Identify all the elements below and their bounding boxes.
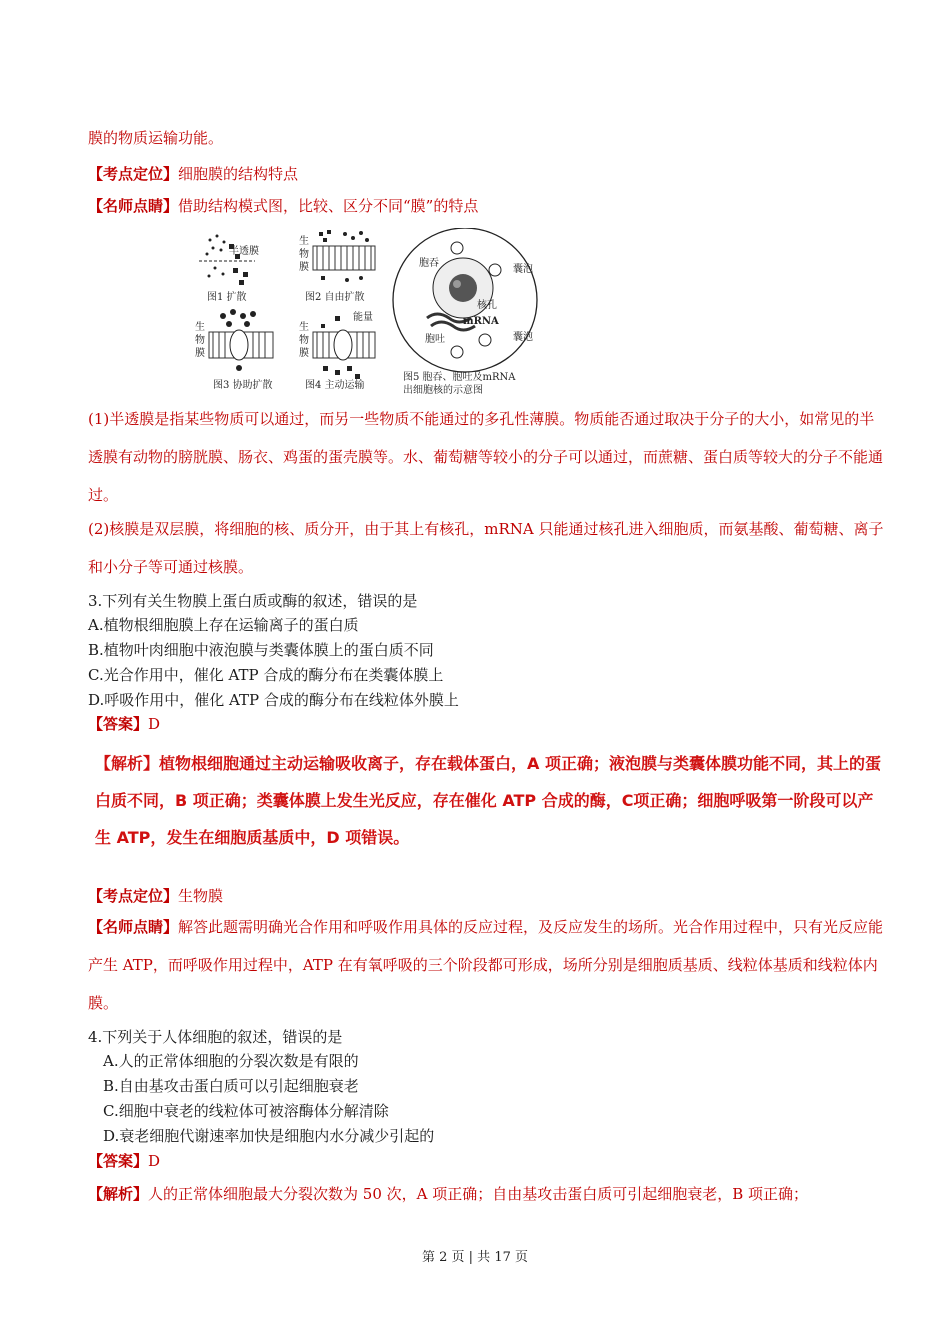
- kaodian-tag: 【考点定位】: [88, 887, 179, 905]
- label-baotu: 胞吐: [425, 334, 445, 345]
- caption-fig1: 图1 扩散: [207, 292, 247, 303]
- mingshi-text: 借助结构模式图，比较、区分不同“膜”的特点: [178, 197, 479, 215]
- fig1-diffusion: [199, 235, 259, 304]
- answer-value: D: [148, 1152, 161, 1170]
- q4-analysis: [88, 1183, 808, 1204]
- label-bio1-b: 物: [299, 249, 309, 260]
- q2-note1: (1)半透膜是指某些物质可以通过，而另一些物质不能通过的多孔性薄膜。物质能否通过取决于分子的大小，如常见的半透膜有动物的膀胱膜、肠衣、鸡蛋的蛋壳膜等。水、葡萄糖等较小的分子可以通过，而蔗糖、蛋白质等较大的分子不能通过。: [88, 410, 884, 504]
- kaodian-text: 细胞膜的结构特点: [178, 165, 299, 183]
- label-energy: 能量: [353, 312, 373, 323]
- label-baotun: 胞吞: [419, 258, 439, 269]
- kaodian-tag: 【考点定位】: [88, 165, 179, 183]
- caption-fig3: 图3 协助扩散: [213, 380, 273, 391]
- fig4-active-transport: [299, 310, 375, 391]
- q4-answer: [88, 1150, 160, 1171]
- intro-line: 膜的物质运输功能。: [88, 129, 224, 147]
- mingshi-tag: 【名师点睛】: [88, 197, 179, 215]
- caption-fig5-line1: 图5 胞吞、胞吐及mRNA: [403, 372, 516, 383]
- label-bio2-a: 生: [195, 322, 205, 333]
- q4-stem: 4.下列关于人体细胞的叙述，错误的是: [88, 1028, 343, 1046]
- q3-option-a: A.植物根细胞膜上存在运输离子的蛋白质: [88, 616, 359, 634]
- analysis-text: 人的正常体细胞最大分裂次数为 50 次，A 项正确；自由基攻击蛋白质可引起细胞衰老，B 项正确；: [148, 1185, 809, 1203]
- q3-answer: [88, 713, 160, 734]
- answer-tag: 【答案】: [88, 1152, 149, 1170]
- answer-value: D: [148, 715, 161, 733]
- label-nangpao1: 囊泡: [513, 264, 533, 275]
- q4-option-b: B.自由基攻击蛋白质可以引起细胞衰老: [103, 1077, 359, 1095]
- page-footer: 第 2 页 | 共 17 页: [422, 1250, 528, 1265]
- label-bio3-b: 物: [299, 335, 309, 346]
- label-bio3-a: 生: [299, 322, 309, 333]
- membrane-figure-svg: [195, 228, 555, 400]
- q4-option-d: D.衰老细胞代谢速率加快是细胞内水分减少引起的: [103, 1127, 435, 1145]
- q2-note2: (2)核膜是双层膜，将细胞的核、质分开，由于其上有核孔，mRNA 只能通过核孔进入细胞质，而氨基酸、葡萄糖、离子和小分子等可通过核膜。: [88, 520, 884, 576]
- mingshi-tag: 【名师点睛】: [88, 918, 179, 936]
- kaodian-text: 生物膜: [178, 887, 224, 905]
- analysis-tag: 【解析】: [95, 754, 160, 773]
- q3-option-d: D.呼吸作用中，催化 ATP 合成的酶分布在线粒体外膜上: [88, 691, 459, 709]
- answer-tag: 【答案】: [88, 715, 149, 733]
- mingshi-text: 解答此题需明确光合作用和呼吸作用具体的反应过程，及反应发生的场所。光合作用过程中，只有光反应能产生 ATP，而呼吸作用过程中，ATP 在有氧呼吸的三个阶段都可形成，场所分别是细胞质基质、线粒体基质和线粒体内膜。: [88, 918, 884, 1012]
- q4-option-c: C.细胞中衰老的线粒体可被溶酶体分解清除: [103, 1102, 389, 1120]
- q3-option-c: C.光合作用中，催化 ATP 合成的酶分布在类囊体膜上: [88, 666, 444, 684]
- analysis-text: 植物根细胞通过主动运输吸收离子，存在载体蛋白，A 项正确；液泡膜与类囊体膜功能不同，其上的蛋白质不同，B 项正确；类囊体膜上发生光反应，存在催化 ATP 合成的酶，C项正确；细胞呼吸第一阶段可以产生 ATP，发生在细胞质基质中，D 项错误。: [95, 754, 881, 847]
- fig5-endocytosis: [393, 228, 537, 396]
- label-bio2-b: 物: [195, 335, 205, 346]
- label-bio3-c: 膜: [299, 348, 309, 359]
- q3-stem: 3.下列有关生物膜上蛋白质或酶的叙述，错误的是: [88, 592, 418, 610]
- analysis-tag: 【解析】: [88, 1185, 149, 1203]
- label-nangpao2: 囊泡: [513, 332, 533, 343]
- label-bio1-a: 生: [299, 236, 309, 247]
- fig3-facilitated-diffusion: [195, 309, 273, 391]
- q2-kaodian: [88, 163, 298, 184]
- label-semi: 半透膜: [229, 246, 259, 257]
- q3-kaodian: [88, 885, 223, 906]
- q3-analysis: [95, 745, 885, 856]
- caption-fig4: 图4 主动运输: [305, 380, 365, 391]
- fig2-free-diffusion: [299, 230, 375, 303]
- q3-mingshi: [88, 908, 888, 1022]
- label-mrna: mRNA: [463, 316, 499, 327]
- label-hekong: 核孔: [477, 300, 497, 311]
- q4-option-a: A.人的正常体细胞的分裂次数是有限的: [103, 1052, 359, 1070]
- caption-fig2: 图2 自由扩散: [305, 292, 365, 303]
- membrane-figure: [195, 228, 555, 400]
- label-bio2-c: 膜: [195, 348, 205, 359]
- q3-option-b: B.植物叶肉细胞中液泡膜与类囊体膜上的蛋白质不同: [88, 641, 434, 659]
- caption-fig5-line2: 出细胞核的示意图: [403, 385, 483, 396]
- q2-mingshi: [88, 195, 478, 216]
- label-bio1-c: 膜: [299, 262, 309, 273]
